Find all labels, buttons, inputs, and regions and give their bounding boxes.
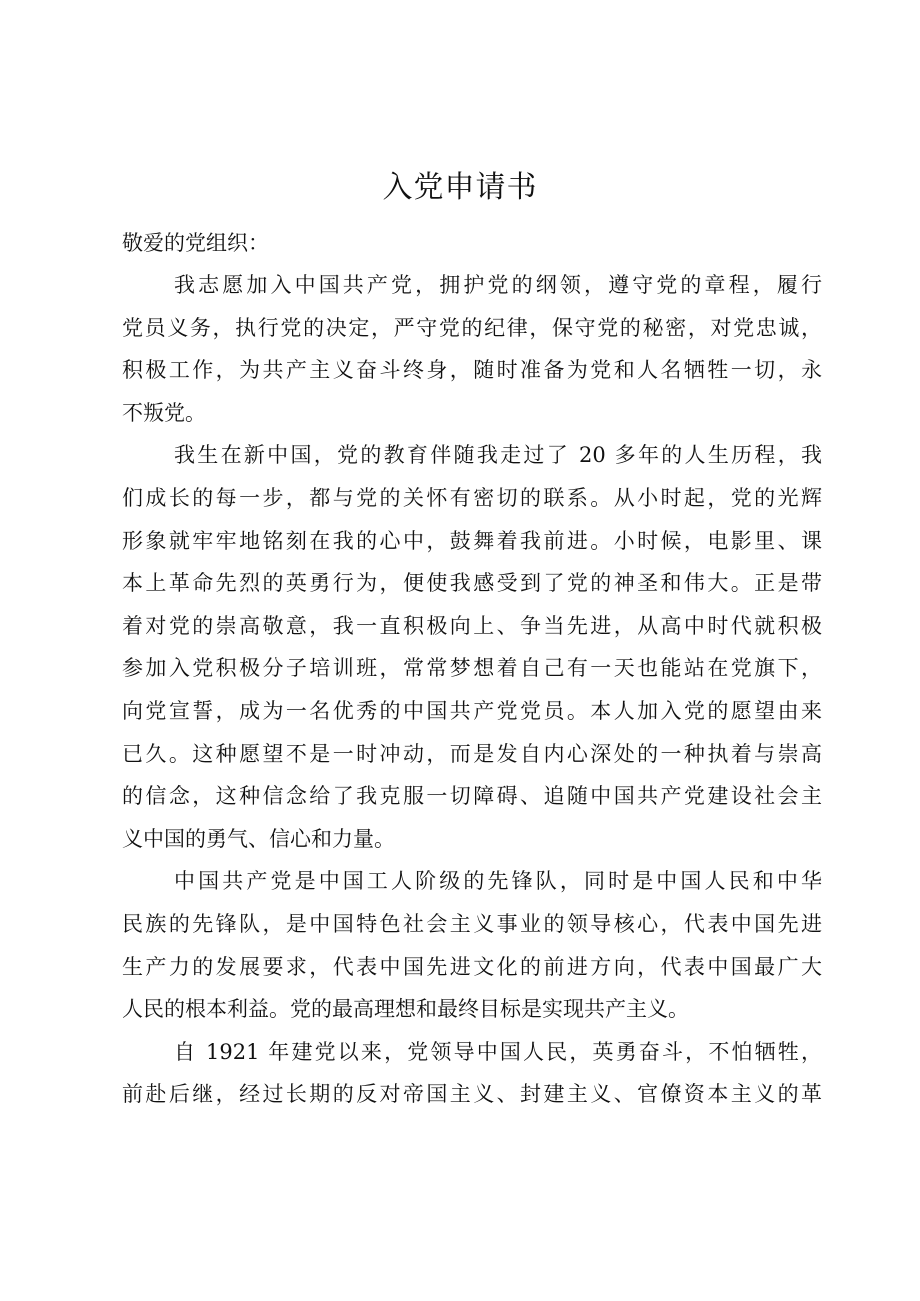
text-line: 的信念，这种信念给了我克服一切障碍、追随中国共产党建设社会主 [122,784,822,809]
text-line: 自 1921 年建党以来，党领导中国人民，英勇奋斗，不怕牺牲， [174,1039,822,1064]
text-line: 生产力的发展要求，代表中国先进文化的前进方向，代表中国最广大 [122,954,822,979]
text-line: 人民的根本利益。党的最高理想和最终目标是实现共产主义。 [122,997,689,1022]
text-line: 向党宣誓，成为一名优秀的中国共产党党员。本人加入党的愿望由来 [122,698,822,723]
document-title: 入党申请书 [382,170,538,205]
paragraph-2 [122,434,822,860]
paragraph-4 [122,1031,822,1116]
text-line: 党员义务，执行党的决定，严守党的纪律，保守党的秘密，对党忠诚， [122,315,822,340]
paragraph-3 [122,860,822,1030]
text-line: 义中国的勇气、信心和力量。 [122,826,395,851]
text-line: 不叛党。 [122,400,206,425]
text-line: 民族的先锋队，是中国特色社会主义事业的领导核心，代表中国先进 [122,911,822,936]
text-line: 前赴后继，经过长期的反对帝国主义、封建主义、官僚资本主义的革 [122,1082,822,1107]
text-line: 已久。这种愿望不是一时冲动，而是发自内心深处的一种执着与崇高 [122,741,822,766]
text-line: 参加入党积极分子培训班，常常梦想着自己有一天也能站在党旗下， [122,656,822,681]
text-line: 形象就牢牢地铭刻在我的心中，鼓舞着我前进。小时候，电影里、课 [122,528,822,553]
text-line: 积极工作，为共产主义奋斗终身，随时准备为党和人名牺牲一切，永 [122,358,822,383]
text-line: 我志愿加入中国共产党，拥护党的纲领，遵守党的章程，履行 [174,273,822,297]
paragraph-1 [122,264,822,434]
salutation: 敬爱的党组织： [122,231,269,255]
text-line: 着对党的崇高敬意，我一直积极向上、争当先进，从高中时代就积极 [122,613,822,638]
document-body [122,222,822,1116]
text-line: 我生在新中国，党的教育伴随我走过了 20 多年的人生历程，我 [174,443,822,468]
text-line: 中国共产党是中国工人阶级的先锋队，同时是中国人民和中华 [174,869,822,894]
text-line: 本上革命先烈的英勇行为，便使我感受到了党的神圣和伟大。正是带 [122,571,822,596]
text-line: 们成长的每一步，都与党的关怀有密切的联系。从小时起，党的光辉 [122,485,822,510]
